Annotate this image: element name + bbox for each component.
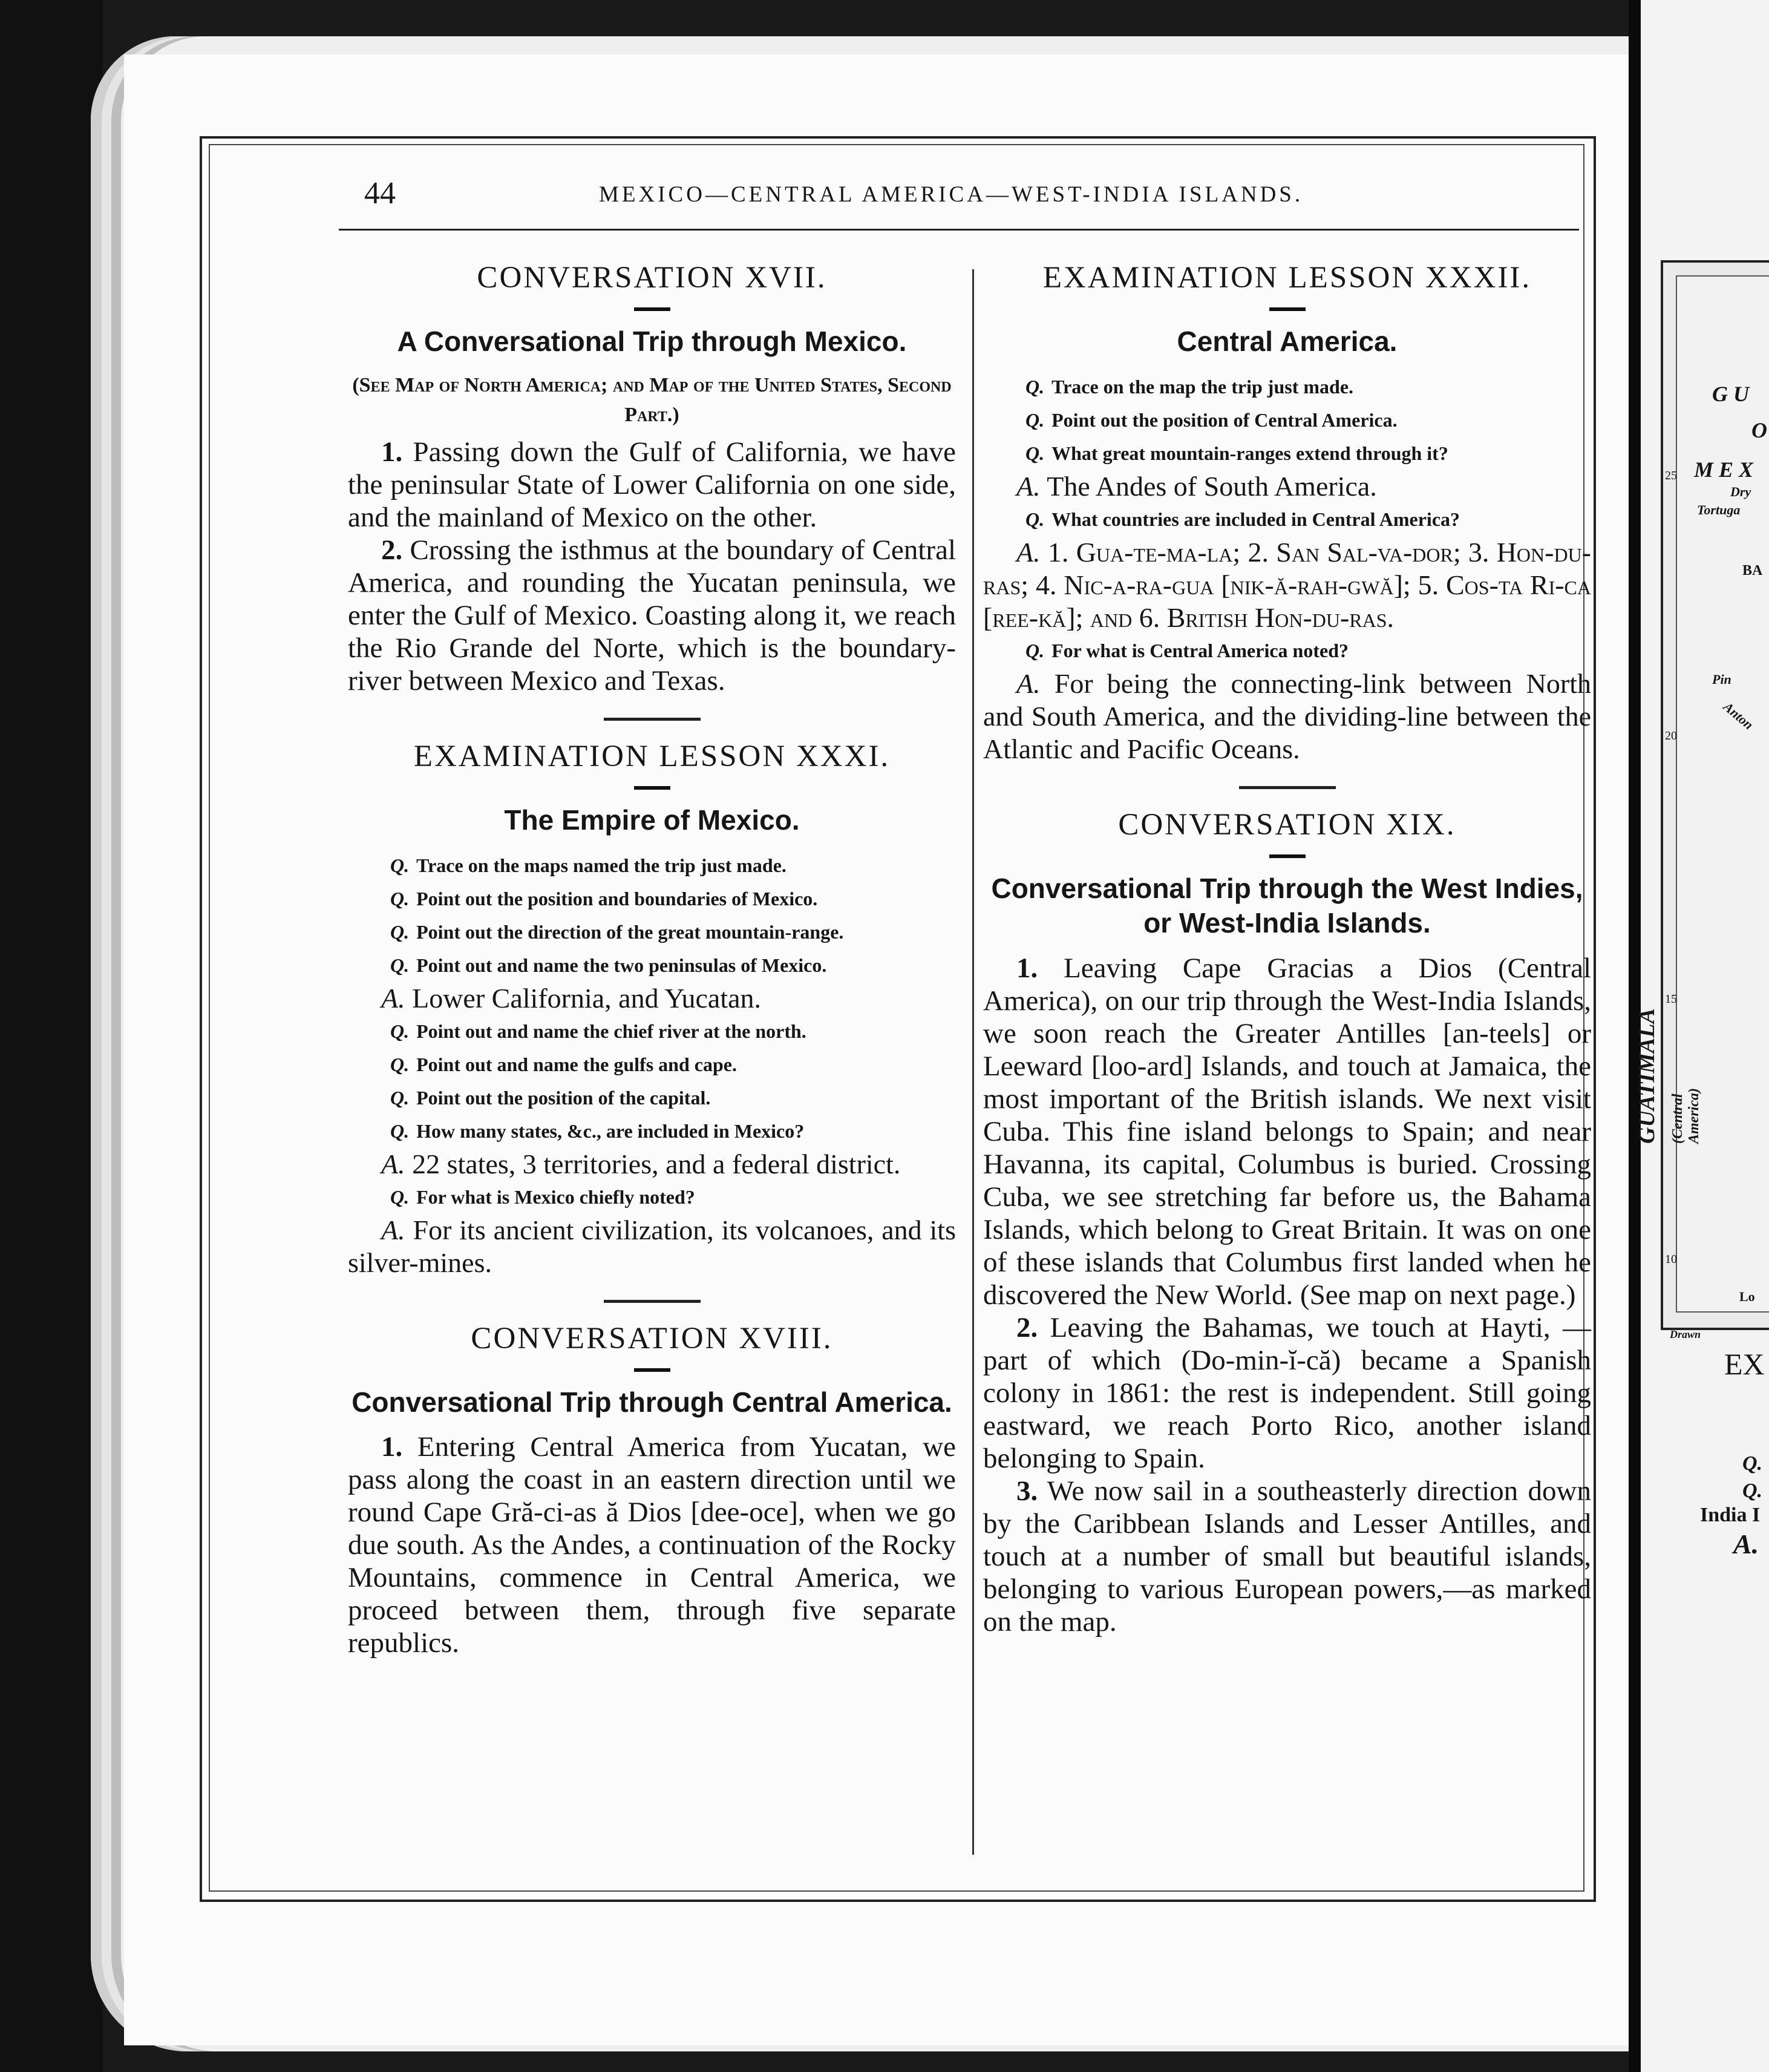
map-label: M E X	[1694, 457, 1754, 482]
answer-text: 1. Gua-te-ma-la; 2. San Sal-va-dor; 3. Hon-du-ras; 4. Nic-a-ra-gua [nik-ă-rah-gwă]; 5. Cos-ta Ri-ca [ree-kă]; and 6. British Hon-du-ras.	[983, 536, 1592, 633]
question	[983, 404, 1591, 437]
map-note: (See Map of North America; and Map of the United States, Second Part.)	[352, 373, 952, 426]
paragraph-number: 2.	[1016, 1311, 1038, 1343]
map-label: Anton	[1720, 698, 1757, 733]
q-mark: Q.	[390, 1120, 410, 1142]
map-label: Tortuga	[1697, 502, 1741, 517]
question	[348, 1115, 956, 1148]
next-page-a: A.	[1733, 1529, 1759, 1559]
answer-text: 22 states, 3 territories, and a federal district.	[412, 1148, 901, 1179]
paragraph-number: 1.	[1016, 952, 1038, 984]
answer	[348, 982, 956, 1015]
a-mark: A.	[381, 1214, 405, 1245]
right-column	[983, 260, 1591, 1638]
question	[983, 503, 1591, 536]
q-mark: Q.	[390, 1020, 410, 1042]
a-mark: A.	[1016, 470, 1041, 502]
left-column	[348, 260, 956, 1659]
conversation-19-heading: CONVERSATION XIX.	[1118, 807, 1456, 842]
map-tick: 20	[1665, 729, 1677, 743]
map-label: Drawn	[1670, 1328, 1701, 1340]
question	[348, 882, 956, 916]
question-text: For what is Mexico chiefly noted?	[416, 1185, 695, 1208]
paragraph-text: Leaving Cape Gracias a Dios (Central America), on our trip through the West-India Islands, we soon reach the Greater Antilles [an-teels] or Leeward [loo-ard] Islands, and touch at Jamaica, the most important of the British islands. We next visit Cuba. This fine island belongs to Spain; and near Havanna, its capital, Columbus is buried. Crossing Cuba, we see stretching far before us, the Bahama Islands, which belong to Great Britain. It was on one of these islands that Columbus first landed when he discovered the New World. (See map on next page.)	[983, 952, 1591, 1311]
question-text: Point out the position and boundaries of Mexico.	[416, 887, 818, 910]
q-mark: Q.	[390, 1185, 410, 1208]
book-shadow	[0, 0, 103, 2072]
answer	[983, 536, 1591, 634]
section-separator	[604, 718, 701, 721]
question	[348, 949, 956, 982]
paragraph	[983, 1475, 1591, 1638]
map-label: GUATIMALA	[1634, 1008, 1659, 1144]
map-label: (Central America)	[1670, 1088, 1702, 1144]
column-divider	[972, 269, 974, 1855]
running-head: MEXICO—CENTRAL AMERICA—WEST-INDIA ISLANDS.	[599, 182, 1304, 207]
question-text: Point out the position of Central America.	[1051, 408, 1398, 431]
exam-31-subtitle: The Empire of Mexico.	[504, 804, 800, 836]
q-mark: Q.	[390, 1053, 410, 1075]
dash	[634, 786, 670, 790]
map-label: Lo	[1739, 1289, 1755, 1304]
map-tick: 25	[1665, 469, 1677, 482]
conversation-19-subtitle: Conversational Trip through the West Indies, or West-India Islands.	[991, 872, 1583, 939]
q-mark: Q.	[390, 854, 410, 876]
map-label: Pin	[1712, 672, 1731, 687]
question-text: Point out the direction of the great mountain-range.	[416, 920, 844, 943]
question	[348, 1015, 956, 1048]
a-mark: A.	[381, 1148, 405, 1179]
paragraph	[983, 1311, 1591, 1475]
header-rule	[339, 229, 1579, 231]
q-mark: Q.	[390, 920, 410, 943]
q-mark: Q.	[1025, 639, 1045, 661]
exam-32-heading: EXAMINATION LESSON XXXII.	[1042, 261, 1532, 295]
a-mark: A.	[1016, 667, 1041, 699]
conversation-18-subtitle: Conversational Trip through Central America.	[352, 1386, 952, 1418]
q-mark: Q.	[390, 887, 410, 910]
next-page-q: Q.	[1742, 1480, 1763, 1502]
paragraph	[983, 952, 1591, 1311]
question-text: What countries are included in Central America?	[1051, 508, 1460, 530]
dash	[1269, 307, 1306, 311]
paragraph-number: 1.	[381, 1431, 403, 1463]
answer	[983, 667, 1591, 766]
paragraph-text: Passing down the Gulf of California, we have the peninsular State of Lower California on one side, and the mainland of Mexico on the other.	[348, 436, 956, 534]
exam-31-heading: EXAMINATION LESSON XXXI.	[413, 739, 891, 774]
question-text: What great mountain-ranges extend through it?	[1051, 442, 1448, 464]
paragraph-text: Crossing the isthmus at the boundary of Central America, and rounding the Yucatan peninsula, we enter the Gulf of Mexico. Coasting along it, we reach the Rio Grande del Norte, which is the boundary-river between Mexico and Texas.	[348, 534, 956, 697]
next-page-heading: EX	[1724, 1347, 1765, 1381]
conversation-18-heading: CONVERSATION XVIII.	[471, 1321, 833, 1356]
question-text: Trace on the map the trip just made.	[1051, 375, 1354, 398]
conversation-17-subtitle: A Conversational Trip through Mexico.	[397, 326, 907, 357]
paragraph-number: 1.	[381, 436, 403, 468]
paragraph	[348, 534, 956, 697]
q-mark: Q.	[390, 954, 410, 976]
answer-text: The Andes of South America.	[1047, 470, 1377, 502]
paragraph	[348, 436, 956, 534]
question-text: Point out and name the two peninsulas of Mexico.	[416, 954, 827, 976]
question	[983, 370, 1591, 404]
paragraph-number: 3.	[1016, 1475, 1038, 1507]
question-text: Trace on the maps named the trip just made.	[416, 854, 786, 876]
map-label: G U	[1712, 382, 1749, 406]
question	[348, 916, 956, 949]
map-tick: 10	[1665, 1253, 1677, 1266]
a-mark: A.	[1016, 536, 1041, 568]
question	[983, 634, 1591, 667]
question	[983, 437, 1591, 470]
question-text: Point out and name the gulfs and cape.	[416, 1053, 737, 1075]
dash	[1269, 854, 1306, 858]
question	[348, 849, 956, 882]
paragraph-number: 2.	[381, 534, 403, 566]
next-page-text: India I	[1700, 1504, 1761, 1526]
page-number: 44	[364, 176, 396, 211]
section-separator	[1239, 786, 1336, 789]
question-text: Point out and name the chief river at the north.	[416, 1020, 806, 1042]
q-mark: Q.	[1025, 408, 1045, 431]
answer-text: For being the connecting-link between North and South America, and the dividing-line between the Atlantic and Pacific Oceans.	[983, 667, 1591, 764]
answer	[348, 1148, 956, 1181]
question	[348, 1048, 956, 1081]
question	[348, 1181, 956, 1214]
next-page-q: Q.	[1742, 1452, 1763, 1475]
question-text: For what is Central America noted?	[1051, 639, 1349, 661]
q-mark: Q.	[1025, 375, 1045, 398]
question-text: Point out the position of the capital.	[416, 1086, 711, 1109]
paragraph	[348, 1431, 956, 1659]
q-mark: Q.	[1025, 442, 1045, 464]
paragraph-text: We now sail in a southeasterly direction down by the Caribbean Islands and Lesser Antilles, and touch at a number of small but beautiful islands, belonging to various European powers,—as marked on the map.	[983, 1475, 1591, 1638]
question-text: How many states, &c., are included in Mexico?	[416, 1120, 805, 1142]
question	[348, 1081, 956, 1115]
q-mark: Q.	[1025, 508, 1045, 530]
section-separator	[604, 1300, 701, 1303]
map-label: BA	[1742, 563, 1763, 579]
map-label: O	[1751, 418, 1767, 442]
q-mark: Q.	[390, 1086, 410, 1109]
answer	[348, 1214, 956, 1279]
dash	[634, 1368, 670, 1372]
conversation-17-heading: CONVERSATION XVII.	[477, 261, 827, 295]
paragraph-text: Leaving the Bahamas, we touch at Hayti, —part of which (Do-min-ĭ-că) became a Spanish colony in 1861: the rest is independent. Still going eastward, we reach Porto Rico, another island belonging to Spain.	[983, 1311, 1591, 1474]
answer-text: Lower California, and Yucatan.	[412, 982, 762, 1014]
answer-text: For its ancient civilization, its volcanoes, and its silver-mines.	[348, 1214, 956, 1278]
dash	[634, 307, 670, 311]
paragraph-text: Entering Central America from Yucatan, we pass along the coast in an eastern direction until we round Cape Gră-ci-as ă Dios [dee-oce], when we go due south. As the Andes, a continuation of the Rocky Mountains, commence in Central America, we proceed between them, through five separate republics.	[348, 1431, 956, 1659]
map-label: Dry	[1730, 484, 1751, 499]
a-mark: A.	[381, 982, 405, 1014]
answer	[983, 470, 1591, 503]
map-tick: 15	[1665, 992, 1677, 1006]
exam-32-subtitle: Central America.	[1177, 326, 1398, 357]
